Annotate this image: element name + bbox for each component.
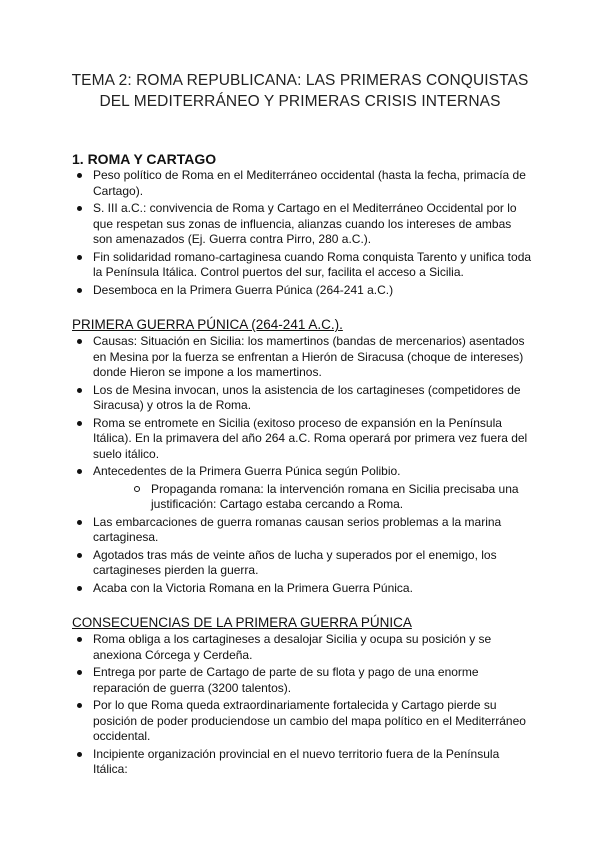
section3-list: [72, 632, 532, 778]
list-item: Causas: Situación en Sicilia: los mamertinos (bandas de mercenarios) asentados en Mesina por la fuerza se enfrentan a Hierón de Siracusa (choque de intereses) donde Hieron se impone a los mamertinos.: [72, 334, 532, 381]
list-item: Los de Mesina invocan, unos la asistencia de los cartagineses (competidores de Siracusa) y otros la de Roma.: [72, 383, 532, 414]
document-title: [60, 70, 540, 112]
list-item: Por lo que Roma queda extraordinariamente fortalecida y Cartago pierde su posición de poder produciendose un cambio del mapa político en el Mediterráneo occidental.: [72, 698, 532, 745]
section-heading-roma-cartago: 1. ROMA Y CARTAGO: [72, 151, 217, 167]
title-line-2: DEL MEDITERRÁNEO Y PRIMERAS CRISIS INTERNAS: [99, 93, 501, 110]
title-line-1: TEMA 2: ROMA REPUBLICANA: LAS PRIMERAS CONQUISTAS: [71, 72, 529, 89]
list-item: Entrega por parte de Cartago de parte de su flota y pago de una enorme reparación de guerra (3200 talentos).: [72, 665, 532, 696]
list-item: Desemboca en la Primera Guerra Púnica (264-241 a.C.): [72, 283, 532, 299]
list-item: Incipiente organización provincial en el nuevo territorio fuera de la Península Itálica:: [72, 747, 532, 778]
sub-list-item: Propaganda romana: la intervención romana en Sicilia precisaba una justificación: Cartago estaba cercando a Roma.: [72, 482, 532, 513]
document-body: [72, 150, 532, 780]
list-item: S. III a.C.: convivencia de Roma y Cartago en el Mediterráneo Occidental por lo que respetan sus zonas de influencia, alianzas cuando los intereses de ambas son amenazados (Ej. Guerra contra Pirro, 280 a.C.).: [72, 201, 532, 248]
list-item: Agotados tras más de veinte años de lucha y superados por el enemigo, los cartagineses pierden la guerra.: [72, 548, 532, 579]
list-item: Las embarcaciones de guerra romanas causan serios problemas a la marina cartaginesa.: [72, 515, 532, 546]
list-item: Fin solidaridad romano-cartaginesa cuando Roma conquista Tarento y unifica toda la Península Itálica. Control puertos del sur, facilita el acceso a Sicilia.: [72, 250, 532, 281]
section2-list: [72, 334, 532, 596]
section1-list: [72, 168, 532, 298]
list-item: Acaba con la Victoria Romana en la Primera Guerra Púnica.: [72, 581, 532, 597]
list-item: Roma se entromete en Sicilia (exitoso proceso de expansión en la Península Itálica). En la primavera del año 264 a.C. Roma operará por primera vez fuera del suelo itálico.: [72, 416, 532, 463]
list-item: Peso político de Roma en el Mediterráneo occidental (hasta la fecha, primacía de Cartago).: [72, 168, 532, 199]
section-heading-consecuencias: CONSECUENCIAS DE LA PRIMERA GUERRA PÚNICA: [72, 615, 412, 630]
list-item: Roma obliga a los cartagineses a desalojar Sicilia y ocupa su posición y se anexiona Córcega y Cerdeña.: [72, 632, 532, 663]
list-item: Antecedentes de la Primera Guerra Púnica según Polibio.: [72, 464, 532, 480]
section-heading-primera-guerra: PRIMERA GUERRA PÚNICA (264-241 A.C.).: [72, 317, 343, 332]
